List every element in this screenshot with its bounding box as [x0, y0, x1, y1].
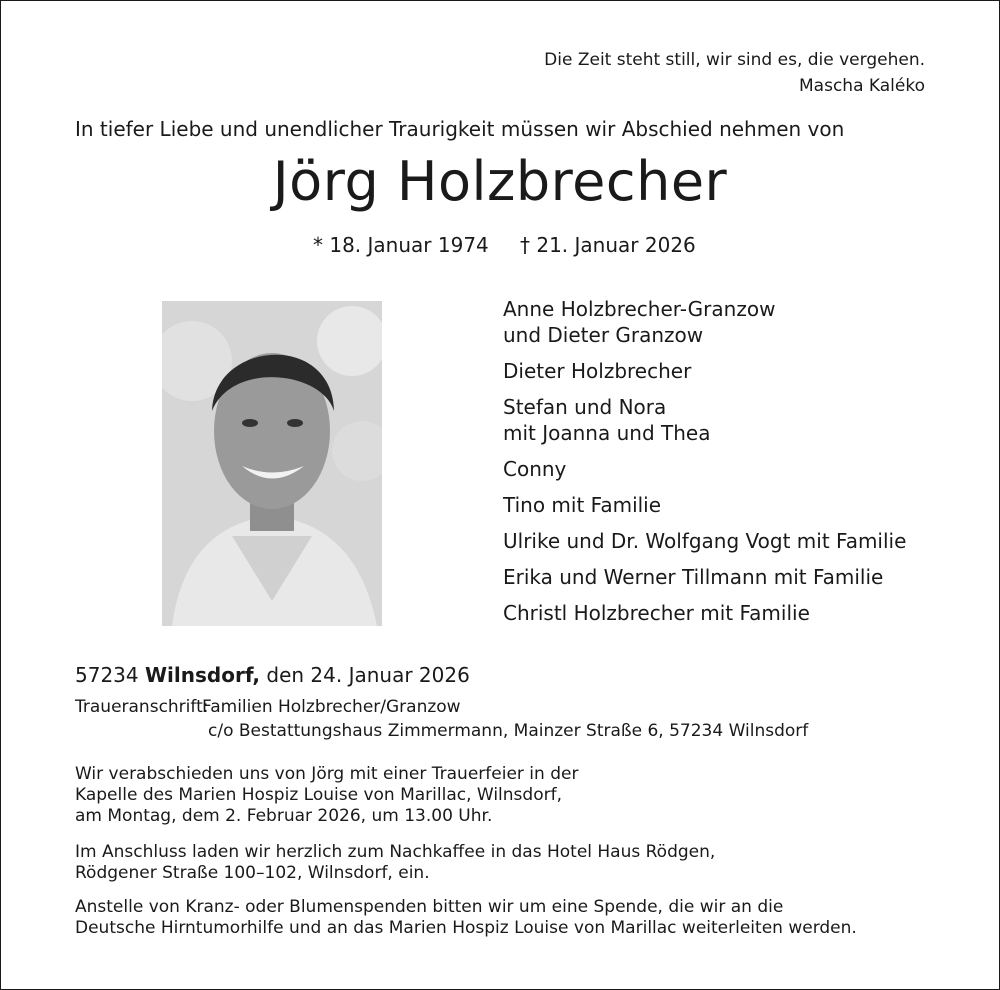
quote-text: Die Zeit steht still, wir sind es, die vergehen. [544, 50, 925, 70]
mourner-line: Anne Holzbrecher-Granzow [503, 297, 776, 321]
address-line-1: Familien Holzbrecher/Granzow [202, 697, 461, 717]
place-town: Wilnsdorf, [144, 663, 261, 687]
portrait-photo [162, 301, 382, 626]
address-line-2: c/o Bestattungshaus Zimmermann, Mainzer Straße 6, 57234 Wilnsdorf [208, 721, 809, 741]
mourner-group [503, 600, 906, 626]
birth-date: * 18. Januar 1974 [313, 233, 489, 257]
death-date: † 21. Januar 2026 [520, 233, 696, 257]
mourner-line: und Dieter Granzow [503, 323, 704, 347]
mourner-line: Tino mit Familie [503, 493, 662, 517]
mourner-group [503, 394, 906, 446]
mourner-line: Ulrike und Dr. Wolfgang Vogt mit Familie [503, 529, 907, 553]
mourner-group [503, 296, 906, 348]
deceased-name: Jörg Holzbrecher [272, 150, 728, 213]
paragraph-line: am Montag, dem 2. Februar 2026, um 13.00 Uhr. [75, 806, 493, 826]
paragraph-line: Im Anschluss laden wir herzlich zum Nachkaffee in das Hotel Haus Rödgen, [75, 842, 716, 862]
mourner-line: Erika und Werner Tillmann mit Familie [503, 565, 884, 589]
place-date [75, 663, 470, 687]
paragraph-line: Wir verabschieden uns von Jörg mit einer Trauerfeier in der [75, 764, 579, 784]
paragraph-donation [75, 897, 857, 939]
mourner-group [503, 492, 906, 518]
place-zip: 57234 [75, 663, 139, 687]
mourner-line: mit Joanna und Thea [503, 421, 711, 445]
paragraph-line: Deutsche Hirntumorhilfe und an das Marien Hospiz Louise von Marillac weiterleiten werden. [75, 918, 857, 938]
mourner-group [503, 358, 906, 384]
quote-author: Mascha Kaléko [799, 76, 925, 96]
place-date-text: den 24. Januar 2026 [266, 663, 470, 687]
paragraph-ceremony [75, 764, 578, 827]
mourner-group [503, 456, 906, 482]
address-label: Traueranschrift: [75, 697, 209, 717]
mourner-line: Dieter Holzbrecher [503, 359, 692, 383]
mourners-list [503, 296, 906, 636]
mourner-line: Stefan und Nora [503, 395, 667, 419]
mourner-line: Christl Holzbrecher mit Familie [503, 601, 810, 625]
paragraph-line: Kapelle des Marien Hospiz Louise von Marillac, Wilnsdorf, [75, 785, 562, 805]
paragraph-coffee [75, 842, 715, 884]
paragraph-line: Anstelle von Kranz- oder Blumenspenden bitten wir um eine Spende, die wir an die [75, 897, 784, 917]
mourner-group [503, 528, 906, 554]
mourner-line: Conny [503, 457, 567, 481]
intro-text: In tiefer Liebe und unendlicher Traurigkeit müssen wir Abschied nehmen von [75, 117, 845, 141]
paragraph-line: Rödgener Straße 100–102, Wilnsdorf, ein. [75, 863, 430, 883]
mourner-group [503, 564, 906, 590]
